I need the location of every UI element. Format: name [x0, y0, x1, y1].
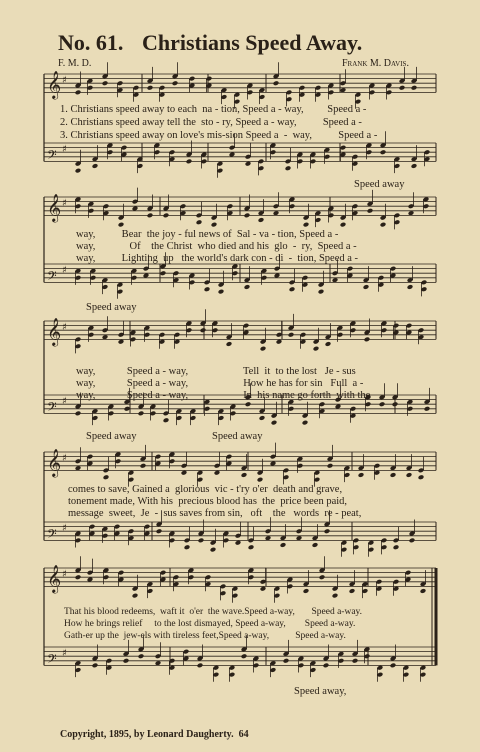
note-head — [197, 663, 204, 669]
note-head — [312, 542, 319, 548]
note-head — [186, 159, 193, 165]
note-head — [418, 474, 425, 480]
lyric-line: way, Of the Christ who died and his glo - ry, Speed a - — [76, 241, 357, 252]
note-head — [318, 289, 325, 295]
lyric-line: way, Lighting up the world's dark con - di - tion, Speed a - — [76, 253, 359, 264]
note-head — [244, 284, 251, 290]
note-head — [156, 528, 163, 534]
note-head — [363, 284, 370, 290]
lyric-line: way, Speed a - way, How he has for sin Full a - — [76, 378, 364, 389]
note-head — [226, 341, 233, 347]
sharp-icon: ♯ — [62, 396, 67, 408]
note-head — [257, 477, 264, 483]
note-head — [75, 411, 82, 417]
bass-clef-icon: 𝄢 — [47, 268, 57, 287]
note-head — [172, 80, 179, 86]
note-head — [367, 208, 374, 214]
sharp-icon: ♯ — [62, 569, 67, 581]
sharp-icon: ♯ — [62, 144, 67, 156]
note-head — [248, 544, 255, 550]
note-head — [184, 544, 191, 550]
note-head — [380, 222, 387, 228]
hymn-title: Christians Speed Away. — [142, 30, 363, 55]
note-head — [409, 538, 416, 544]
note-head — [260, 346, 267, 352]
sharp-icon: ♯ — [62, 648, 67, 660]
lyric-line: message sweet, Je - sus saves from sin, oft the words re - peat, — [68, 508, 362, 519]
note-head — [406, 472, 413, 478]
bass-clef-icon: 𝄢 — [47, 651, 57, 670]
note-head — [303, 588, 310, 594]
note-head — [407, 284, 414, 290]
note-head — [140, 463, 147, 469]
hymn-number: No. 61. — [58, 30, 124, 55]
response-cue: Speed away — [86, 431, 137, 442]
copyright-line — [60, 729, 249, 740]
note-head — [241, 472, 248, 478]
note-head — [204, 286, 211, 292]
bass-clef-icon: 𝄢 — [47, 526, 57, 545]
note-head — [163, 417, 170, 423]
note-head — [285, 165, 292, 171]
note-head — [319, 574, 326, 580]
note-head — [244, 213, 251, 219]
note-head — [210, 547, 217, 553]
note-head — [75, 90, 82, 96]
note-head — [200, 327, 207, 333]
lyric-line: way, Bear the joy - ful news of Sal - va - tion, Speed a - — [76, 229, 339, 240]
note-head — [123, 658, 130, 664]
sharp-icon: ♯ — [62, 453, 67, 465]
note-head — [289, 286, 296, 292]
note-head — [132, 593, 139, 599]
sharp-icon: ♯ — [62, 523, 67, 535]
note-head — [163, 213, 170, 219]
note-head — [259, 415, 266, 421]
note-head — [75, 574, 82, 580]
note-head — [327, 463, 334, 469]
page-number: 64 — [238, 729, 249, 740]
note-head — [280, 542, 287, 548]
treble-clef-icon: 𝄞 — [47, 193, 62, 222]
copyright-text: Copyright, 1895, by Leonard Daugherty. — [60, 729, 234, 740]
response-cue: Speed away, — [294, 686, 347, 697]
response-cue: Speed away — [212, 431, 263, 442]
note-head — [147, 213, 154, 219]
treble-clef-icon: 𝄞 — [47, 317, 62, 346]
note-head — [196, 219, 203, 225]
note-head — [147, 85, 154, 91]
note-head — [124, 406, 131, 412]
response-cue: Speed away — [354, 179, 405, 190]
note-head — [424, 406, 431, 412]
note-head — [273, 80, 280, 86]
note-head — [302, 420, 309, 426]
note-head — [138, 411, 145, 417]
note-head — [241, 653, 248, 659]
note-head — [118, 222, 125, 228]
lyric-line: 2. Christians speed away tell the sto - ry, Speed a - way, Speed a - — [60, 117, 362, 128]
note-head — [349, 588, 356, 594]
note-head — [198, 538, 205, 544]
response-cue: Speed away — [86, 302, 137, 313]
lyric-line: comes to save, Gained a glorious vic - t'ry o'er death and grave, — [68, 484, 343, 495]
sharp-icon: ♯ — [62, 322, 67, 334]
note-head — [313, 346, 320, 352]
note-head — [92, 163, 99, 169]
lyric-line: 1. Christians speed away to each na - tion, Speed a - way, Speed a - — [60, 104, 367, 115]
note-head — [211, 222, 218, 228]
note-head — [325, 341, 332, 347]
note-head — [245, 401, 252, 407]
note-head — [303, 222, 310, 228]
note-head — [390, 472, 397, 478]
note-head — [380, 149, 387, 155]
note-head — [258, 217, 265, 223]
note-head — [323, 663, 330, 669]
note-head — [420, 588, 427, 594]
note-head — [399, 85, 406, 91]
note-head — [271, 420, 278, 426]
sharp-icon: ♯ — [62, 75, 67, 87]
bass-clef-icon: 𝄢 — [47, 399, 57, 418]
note-head — [160, 270, 167, 276]
note-head — [92, 663, 99, 669]
note-head — [390, 663, 397, 669]
lyric-line: way, Speed a - way, In his name go forth with the — [76, 390, 371, 401]
note-head — [393, 544, 400, 550]
note-head — [340, 222, 347, 228]
words-credit: F. M. D. — [58, 58, 92, 69]
note-head — [352, 658, 359, 664]
bass-clef-icon: 𝄢 — [47, 147, 57, 166]
note-head — [332, 593, 339, 599]
treble-clef-icon: 𝄞 — [47, 448, 62, 477]
lyric-line: That his blood redeems, waft it o'er the wave.Speed a-way, Speed a-way. — [64, 607, 363, 617]
treble-clef-icon: 𝄞 — [47, 564, 62, 593]
lyric-line: tonement made, With his precious blood has the price been paid, — [68, 496, 348, 507]
note-head — [103, 474, 110, 480]
note-head — [288, 332, 295, 338]
music-credit: Frank M. Davis. — [342, 58, 409, 69]
sharp-icon: ♯ — [62, 198, 67, 210]
note-head — [411, 163, 418, 169]
note-head — [102, 80, 109, 86]
note-head — [379, 401, 386, 407]
lyric-line: way, Speed a - way, Tell it to the lost Je - sus — [76, 366, 356, 377]
lyric-line: Gath-er up the jew-els with tireless feet,Speed a-way, Speed a-way. — [64, 631, 346, 641]
note-head — [324, 528, 331, 534]
note-head — [75, 168, 82, 174]
note-head — [283, 658, 290, 664]
note-head — [218, 289, 225, 295]
lyric-line: How he brings relief to the lost dismayed, Speed a-way, Speed a-way. — [64, 619, 356, 629]
lyric-line: 3. Christians speed away on love's mis-sion Speed a - way, Speed a - — [60, 130, 378, 141]
sharp-icon: ♯ — [62, 265, 67, 277]
treble-clef-icon: 𝄞 — [47, 70, 62, 99]
note-head — [138, 653, 145, 659]
note-head — [364, 337, 371, 343]
note-head — [358, 472, 365, 478]
note-head — [411, 85, 418, 91]
